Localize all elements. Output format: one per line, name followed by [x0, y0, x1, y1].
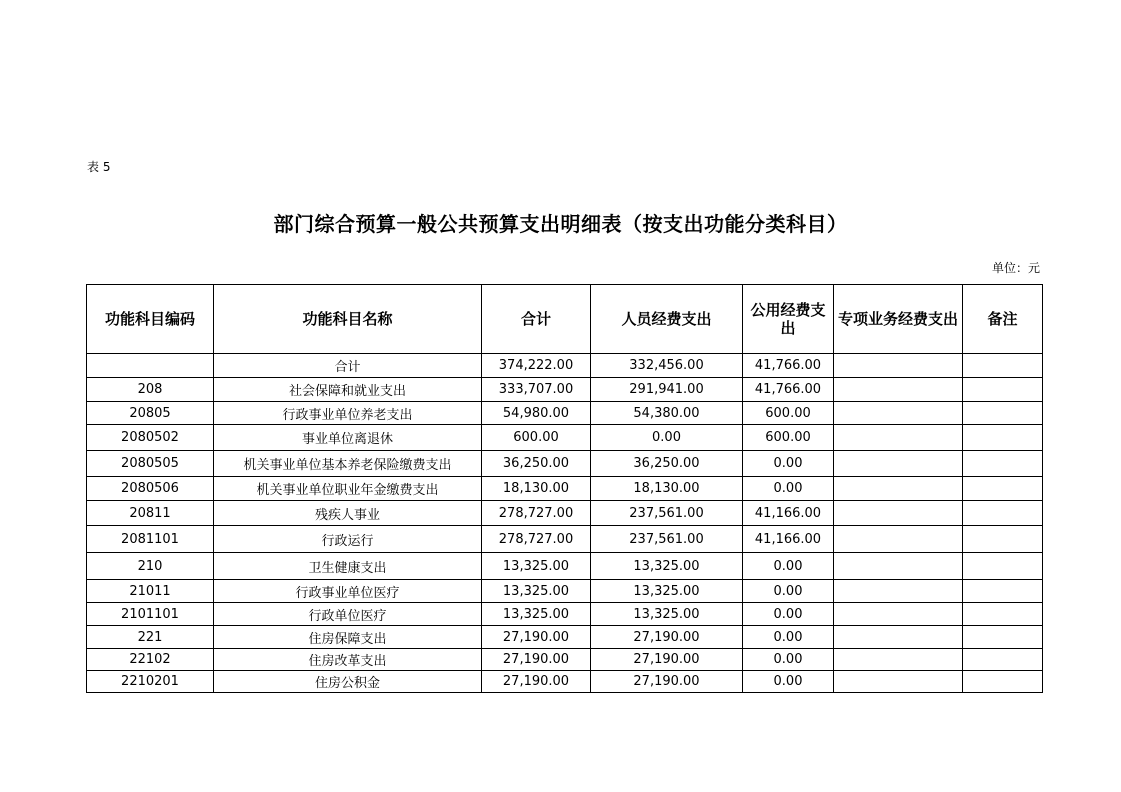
cell-code: 21011 [87, 580, 214, 603]
cell-personnel: 36,250.00 [591, 451, 743, 477]
cell-name: 卫生健康支出 [214, 553, 482, 580]
cell-public: 0.00 [743, 451, 834, 477]
cell-code: 2080506 [87, 477, 214, 501]
cell-personnel: 27,190.00 [591, 671, 743, 693]
cell-name: 行政单位医疗 [214, 603, 482, 626]
cell-total: 27,190.00 [482, 626, 591, 649]
cell-remark [963, 477, 1043, 501]
cell-code: 2080505 [87, 451, 214, 477]
cell-special [834, 553, 963, 580]
cell-name: 住房保障支出 [214, 626, 482, 649]
cell-remark [963, 451, 1043, 477]
cell-code: 2080502 [87, 425, 214, 451]
table-row [87, 553, 1043, 580]
cell-total: 13,325.00 [482, 603, 591, 626]
header-code: 功能科目编码 [87, 285, 214, 354]
cell-personnel: 18,130.00 [591, 477, 743, 501]
cell-special [834, 354, 963, 378]
cell-code: 2081101 [87, 526, 214, 553]
cell-personnel: 0.00 [591, 425, 743, 451]
cell-total: 600.00 [482, 425, 591, 451]
table-row [87, 526, 1043, 553]
cell-total: 374,222.00 [482, 354, 591, 378]
table-row [87, 425, 1043, 451]
cell-remark [963, 354, 1043, 378]
cell-public: 0.00 [743, 580, 834, 603]
cell-remark [963, 649, 1043, 671]
table-row [87, 501, 1043, 526]
cell-code: 2101101 [87, 603, 214, 626]
cell-public: 0.00 [743, 603, 834, 626]
cell-special [834, 402, 963, 425]
cell-total: 27,190.00 [482, 671, 591, 693]
cell-public: 0.00 [743, 553, 834, 580]
table-row [87, 451, 1043, 477]
cell-special [834, 451, 963, 477]
header-personnel: 人员经费支出 [591, 285, 743, 354]
cell-special [834, 526, 963, 553]
cell-code [87, 354, 214, 378]
cell-total: 13,325.00 [482, 553, 591, 580]
cell-remark [963, 378, 1043, 402]
header-total: 合计 [482, 285, 591, 354]
table-number: 表 5 [87, 160, 111, 174]
cell-personnel: 54,380.00 [591, 402, 743, 425]
cell-public: 41,166.00 [743, 501, 834, 526]
cell-total: 278,727.00 [482, 526, 591, 553]
cell-remark [963, 501, 1043, 526]
cell-code: 20811 [87, 501, 214, 526]
cell-personnel: 27,190.00 [591, 626, 743, 649]
cell-special [834, 626, 963, 649]
header-name: 功能科目名称 [214, 285, 482, 354]
cell-public: 0.00 [743, 671, 834, 693]
cell-name: 社会保障和就业支出 [214, 378, 482, 402]
cell-special [834, 580, 963, 603]
header-public: 公用经费支出 [743, 285, 834, 354]
cell-remark [963, 553, 1043, 580]
cell-personnel: 27,190.00 [591, 649, 743, 671]
budget-table [86, 284, 1043, 693]
cell-remark [963, 626, 1043, 649]
cell-special [834, 425, 963, 451]
table-row [87, 603, 1043, 626]
cell-public: 600.00 [743, 402, 834, 425]
table-row [87, 477, 1043, 501]
cell-public: 41,166.00 [743, 526, 834, 553]
cell-total: 13,325.00 [482, 580, 591, 603]
cell-remark [963, 526, 1043, 553]
table-row [87, 580, 1043, 603]
cell-public: 41,766.00 [743, 354, 834, 378]
cell-remark [963, 425, 1043, 451]
cell-name: 行政运行 [214, 526, 482, 553]
table-row [87, 378, 1043, 402]
table-row [87, 626, 1043, 649]
unit-label: 单位：元 [991, 261, 1040, 275]
cell-public: 0.00 [743, 477, 834, 501]
cell-code: 20805 [87, 402, 214, 425]
cell-special [834, 603, 963, 626]
cell-personnel: 13,325.00 [591, 580, 743, 603]
cell-total: 278,727.00 [482, 501, 591, 526]
cell-name: 事业单位离退休 [214, 425, 482, 451]
cell-special [834, 501, 963, 526]
cell-name: 机关事业单位职业年金缴费支出 [214, 477, 482, 501]
cell-name: 行政事业单位养老支出 [214, 402, 482, 425]
cell-code: 2210201 [87, 671, 214, 693]
cell-name: 行政事业单位医疗 [214, 580, 482, 603]
table-row [87, 671, 1043, 693]
cell-name: 住房改革支出 [214, 649, 482, 671]
cell-remark [963, 603, 1043, 626]
table-row [87, 354, 1043, 378]
cell-code: 208 [87, 378, 214, 402]
cell-remark [963, 580, 1043, 603]
cell-public: 600.00 [743, 425, 834, 451]
document-title: 部门综合预算一般公共预算支出明细表（按支出功能分类科目） [273, 212, 848, 236]
cell-personnel: 237,561.00 [591, 501, 743, 526]
cell-total: 333,707.00 [482, 378, 591, 402]
cell-special [834, 477, 963, 501]
cell-public: 41,766.00 [743, 378, 834, 402]
header-special: 专项业务经费支出 [834, 285, 963, 354]
table-row [87, 402, 1043, 425]
cell-public: 0.00 [743, 649, 834, 671]
cell-special [834, 671, 963, 693]
table-row [87, 649, 1043, 671]
header-remark: 备注 [963, 285, 1043, 354]
cell-personnel: 291,941.00 [591, 378, 743, 402]
cell-total: 36,250.00 [482, 451, 591, 477]
cell-personnel: 332,456.00 [591, 354, 743, 378]
cell-personnel: 13,325.00 [591, 603, 743, 626]
cell-personnel: 237,561.00 [591, 526, 743, 553]
cell-name: 住房公积金 [214, 671, 482, 693]
cell-code: 221 [87, 626, 214, 649]
cell-special [834, 649, 963, 671]
cell-total: 54,980.00 [482, 402, 591, 425]
cell-personnel: 13,325.00 [591, 553, 743, 580]
cell-code: 210 [87, 553, 214, 580]
cell-public: 0.00 [743, 626, 834, 649]
header-row [87, 285, 1043, 354]
cell-special [834, 378, 963, 402]
cell-code: 22102 [87, 649, 214, 671]
cell-remark [963, 671, 1043, 693]
cell-total: 18,130.00 [482, 477, 591, 501]
cell-name: 残疾人事业 [214, 501, 482, 526]
cell-remark [963, 402, 1043, 425]
cell-name: 合计 [214, 354, 482, 378]
cell-name: 机关事业单位基本养老保险缴费支出 [214, 451, 482, 477]
cell-total: 27,190.00 [482, 649, 591, 671]
